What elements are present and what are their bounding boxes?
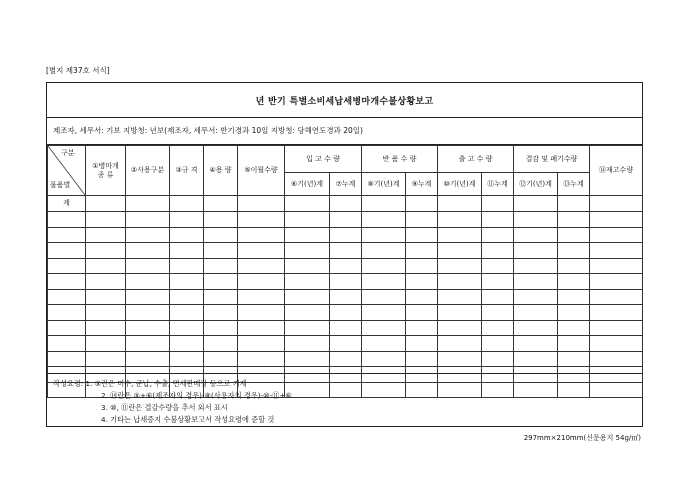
entry-cell[interactable] [438,258,482,274]
entry-cell[interactable] [86,274,126,290]
entry-cell[interactable] [482,212,514,228]
entry-cell[interactable] [238,258,285,274]
entry-cell[interactable] [590,336,643,352]
entry-cell[interactable] [48,243,86,259]
header-in-group: 입 고 수 량 [285,146,362,173]
entry-cell[interactable] [285,320,330,336]
entry-cell[interactable] [238,351,285,367]
entry-cell[interactable] [590,212,643,228]
entry-cell[interactable] [438,336,482,352]
entry-cell[interactable] [482,305,514,321]
entry-cell[interactable] [514,196,558,212]
entry-cell[interactable] [285,274,330,290]
entry-cell[interactable] [514,274,558,290]
paper-spec: 297mm×210mm(신문용지 54g/㎡) [523,434,641,442]
header-spec: ③규 격 [170,146,204,196]
entry-cell[interactable] [406,305,438,321]
entry-cell[interactable] [126,305,170,321]
header-return-period: ⑧기(년)계 [362,173,406,196]
entry-cell[interactable] [86,351,126,367]
entry-cell[interactable] [406,336,438,352]
entry-cell[interactable] [590,305,643,321]
entry-cell[interactable] [285,196,330,212]
entry-cell[interactable] [204,320,238,336]
entry-cell[interactable] [362,305,406,321]
entry-cell[interactable] [482,243,514,259]
entry-cell[interactable] [238,212,285,228]
entry-cell[interactable] [330,227,362,243]
entry-cell[interactable] [330,336,362,352]
total-label: 계 [48,196,86,212]
entry-cell[interactable] [285,212,330,228]
entry-cell[interactable] [514,258,558,274]
entry-cell[interactable] [285,227,330,243]
entry-cell[interactable] [204,243,238,259]
entry-cell[interactable] [558,258,590,274]
entry-cell[interactable] [438,274,482,290]
entry-cell[interactable] [48,351,86,367]
entry-cell[interactable] [514,320,558,336]
entry-cell[interactable] [86,243,126,259]
header-usage: ②사용구분 [126,146,170,196]
total-row [48,196,643,212]
entry-cell[interactable] [362,227,406,243]
entry-cell[interactable] [285,258,330,274]
instruction-3: 3. ⑩, ⑪란은 결감수량을 추서 외서 표시 [101,403,228,412]
entry-cell[interactable] [86,258,126,274]
entry-cell[interactable] [558,336,590,352]
entry-cell[interactable] [590,289,643,305]
entry-cell[interactable] [48,227,86,243]
entry-cell[interactable] [590,320,643,336]
entry-cell[interactable] [48,320,86,336]
entry-cell[interactable] [590,227,643,243]
entry-cell[interactable] [362,243,406,259]
entry-cell[interactable] [238,289,285,305]
entry-cell[interactable] [590,258,643,274]
entry-cell[interactable] [86,212,126,228]
entry-cell[interactable] [48,212,86,228]
entry-cell[interactable] [406,258,438,274]
entry-cell[interactable] [362,258,406,274]
table-row [48,274,643,290]
entry-cell[interactable] [204,196,238,212]
table-row [48,336,643,352]
entry-cell[interactable] [438,305,482,321]
entry-cell[interactable] [170,227,204,243]
header-in-period: ⑥기(년)계 [285,173,330,196]
entry-cell[interactable] [204,212,238,228]
entry-cell[interactable] [126,258,170,274]
table-row [48,243,643,259]
entry-cell[interactable] [126,243,170,259]
entry-cell[interactable] [126,196,170,212]
entry-cell[interactable] [238,243,285,259]
table-row [48,320,643,336]
entry-cell[interactable] [514,227,558,243]
entry-cell[interactable] [362,351,406,367]
entry-cell[interactable] [285,305,330,321]
entry-cell[interactable] [204,258,238,274]
entry-cell[interactable] [126,289,170,305]
entry-cell[interactable] [482,289,514,305]
entry-cell[interactable] [438,212,482,228]
entry-cell[interactable] [590,351,643,367]
entry-cell[interactable] [330,289,362,305]
entry-cell[interactable] [48,258,86,274]
entry-cell[interactable] [126,274,170,290]
entry-cell[interactable] [330,305,362,321]
entry-cell[interactable] [330,258,362,274]
instructions-prefix: 작성요령: [53,379,84,388]
entry-cell[interactable] [362,320,406,336]
blank-rows [48,212,643,398]
entry-cell[interactable] [48,274,86,290]
entry-cell[interactable] [362,274,406,290]
entry-cell[interactable] [558,243,590,259]
entry-cell[interactable] [285,243,330,259]
entry-cell[interactable] [590,274,643,290]
entry-cell[interactable] [170,351,204,367]
entry-cell[interactable] [48,336,86,352]
entry-cell[interactable] [330,351,362,367]
entry-cell[interactable] [86,289,126,305]
header-loss-cumulative: ⑬누계 [558,173,590,196]
entry-cell[interactable] [406,227,438,243]
entry-cell[interactable] [514,243,558,259]
entry-cell[interactable] [330,212,362,228]
entry-cell[interactable] [482,227,514,243]
entry-cell[interactable] [285,289,330,305]
entry-cell[interactable] [482,274,514,290]
entry-cell[interactable] [482,258,514,274]
entry-cell[interactable] [204,289,238,305]
header-return-group: 반 품 수 량 [362,146,438,173]
entry-cell[interactable] [558,196,590,212]
entry-cell[interactable] [514,305,558,321]
entry-cell[interactable] [330,243,362,259]
entry-cell[interactable] [362,196,406,212]
entry-cell[interactable] [406,243,438,259]
instruction-4: 4. 기타는 납세증지 수불상황보고서 작성요령에 준할 것 [101,415,275,424]
header-loss-period: ⑫기(년)계 [514,173,558,196]
entry-cell[interactable] [362,212,406,228]
entry-cell[interactable] [238,196,285,212]
entry-cell[interactable] [330,274,362,290]
entry-cell[interactable] [86,336,126,352]
entry-cell[interactable] [126,227,170,243]
entry-cell[interactable] [126,351,170,367]
entry-cell[interactable] [86,305,126,321]
entry-cell[interactable] [126,320,170,336]
entry-cell[interactable] [330,196,362,212]
entry-cell[interactable] [558,274,590,290]
header-out-group: 출 고 수 량 [438,146,514,173]
entry-cell[interactable] [238,227,285,243]
entry-cell[interactable] [126,212,170,228]
entry-cell[interactable] [204,336,238,352]
entry-cell[interactable] [86,196,126,212]
form-id: [별지 제37호 서식] [46,66,110,75]
instructions [47,373,642,427]
entry-cell[interactable] [406,351,438,367]
entry-cell[interactable] [438,289,482,305]
instruction-2: 2. ⑭란은 ⑤+⑥(제조자의 경우)-⑧(사용자의 경우)-⑩-⑪+⑥ [101,391,292,400]
header-out-cumulative: ⑪누계 [482,173,514,196]
entry-cell[interactable] [170,196,204,212]
entry-cell[interactable] [514,289,558,305]
entry-cell[interactable] [482,351,514,367]
entry-cell[interactable] [406,320,438,336]
entry-cell[interactable] [514,336,558,352]
header-volume: ④용 량 [204,146,238,196]
entry-cell[interactable] [204,305,238,321]
header-diagonal-cell [48,146,86,196]
entry-cell[interactable] [238,336,285,352]
entry-cell[interactable] [514,212,558,228]
instruction-1: 1. ⑤란은 미수, 군납, 수출, 면세판매장 등으로 기재 [85,379,247,388]
entry-cell[interactable] [170,212,204,228]
entry-cell[interactable] [482,196,514,212]
entry-cell[interactable] [170,289,204,305]
entry-cell[interactable] [406,196,438,212]
entry-cell[interactable] [86,320,126,336]
entry-cell[interactable] [285,351,330,367]
entry-cell[interactable] [170,305,204,321]
entry-cell[interactable] [330,320,362,336]
entry-cell[interactable] [438,320,482,336]
entry-cell[interactable] [86,227,126,243]
entry-cell[interactable] [126,336,170,352]
entry-cell[interactable] [170,258,204,274]
table-row [48,258,643,274]
entry-cell[interactable] [558,212,590,228]
entry-cell[interactable] [558,289,590,305]
entry-cell[interactable] [438,351,482,367]
header-out-period: ⑩기(년)계 [438,173,482,196]
entry-cell[interactable] [170,336,204,352]
entry-cell[interactable] [482,336,514,352]
form-subheading: 제조자, 세무서: 기보 지방청: 년보(제조자, 세무서: 반기경과 10일 지방청: 당해연도경과 20일) [47,117,642,145]
entry-cell[interactable] [362,336,406,352]
entry-cell[interactable] [406,289,438,305]
entry-cell[interactable] [558,320,590,336]
entry-cell[interactable] [406,212,438,228]
table-row [48,289,643,305]
report-form [46,82,643,427]
entry-cell[interactable] [558,227,590,243]
header-return-cumulative: ⑨누계 [406,173,438,196]
header-in-cumulative: ⑦누계 [330,173,362,196]
entry-cell[interactable] [285,336,330,352]
entry-cell[interactable] [438,196,482,212]
entry-cell[interactable] [514,351,558,367]
form-title: 년 반기 특별소비세납세병마개수불상황보고 [47,83,642,118]
table-row [48,212,643,228]
entry-cell[interactable] [170,274,204,290]
entry-cell[interactable] [204,351,238,367]
header-stock: ⑭재고수량 [590,146,643,196]
entry-cell[interactable] [590,196,643,212]
status-table [47,145,643,398]
entry-cell[interactable] [438,227,482,243]
entry-cell[interactable] [558,305,590,321]
entry-cell[interactable] [238,274,285,290]
entry-cell[interactable] [170,320,204,336]
header-item: 물품별 [50,181,71,190]
entry-cell[interactable] [48,305,86,321]
header-loss-group: 결감 및 폐기수량 [514,146,590,173]
entry-cell[interactable] [170,243,204,259]
entry-cell[interactable] [238,320,285,336]
entry-cell[interactable] [362,289,406,305]
entry-cell[interactable] [590,243,643,259]
entry-cell[interactable] [238,305,285,321]
entry-cell[interactable] [482,320,514,336]
header-carryover: ⑤이월수량 [238,146,285,196]
entry-cell[interactable] [204,274,238,290]
entry-cell[interactable] [48,289,86,305]
header-category: 구분 [61,149,75,157]
entry-cell[interactable] [558,351,590,367]
header-cap-type: ①병마개 종 류 [86,146,126,196]
entry-cell[interactable] [438,243,482,259]
entry-cell[interactable] [204,227,238,243]
table-row [48,227,643,243]
entry-cell[interactable] [406,274,438,290]
table-row [48,351,643,367]
table-row [48,305,643,321]
